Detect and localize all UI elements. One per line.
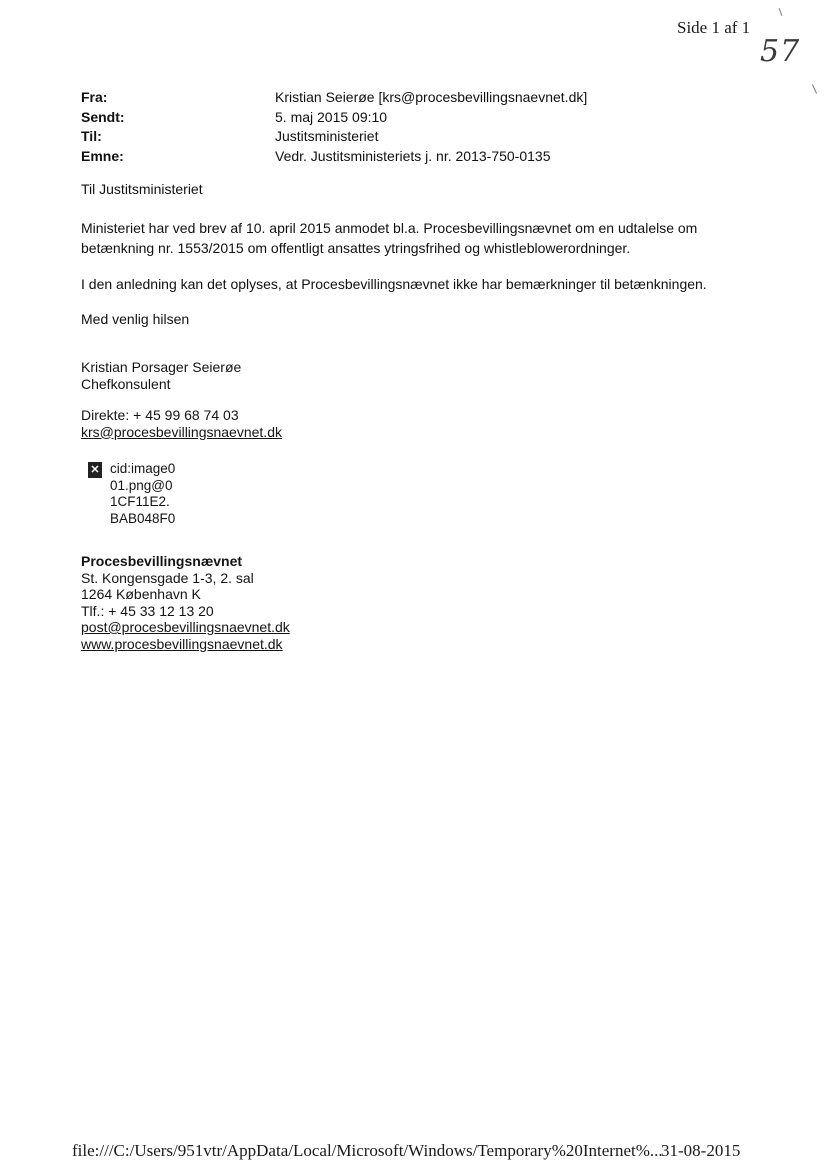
subject-row xyxy=(81,147,587,167)
signature-name: Kristian Porsager Seierøe xyxy=(81,359,242,375)
paragraph-1 xyxy=(81,219,697,258)
organization-website-link[interactable]: www.procesbevillingsnaevnet.dk xyxy=(81,635,283,652)
broken-image xyxy=(88,461,175,527)
greeting: Til Justitsministeriet xyxy=(81,181,203,197)
organization-block xyxy=(81,553,290,652)
organization-city: 1264 København K xyxy=(81,586,201,602)
signature-contact xyxy=(81,407,282,440)
organization-street: St. Kongensgade 1-3, 2. sal xyxy=(81,569,254,586)
signature-direct-phone: Direkte: + 45 99 68 74 03 xyxy=(81,407,239,423)
handwritten-page-number: 57 xyxy=(760,34,801,69)
organization-phone: Tlf.: + 45 33 12 13 20 xyxy=(81,602,214,619)
paragraph-2: I den anledning kan det oplyses, at Procesbevillingsnævnet ikke har bemærkninger til betænkningen. xyxy=(81,276,707,292)
sent-value: 5. maj 2015 09:10 xyxy=(275,108,388,125)
broken-image-icon: ✕ xyxy=(88,462,102,478)
paragraph-1-line-2: betænkning nr. 1553/2015 om offentligt ansattes ytringsfrihed og whistleblowerordninger. xyxy=(81,239,631,256)
email-header xyxy=(81,88,587,166)
footer-file-path: file:///C:/Users/951vtr/AppData/Local/Microsoft/Windows/Temporary%20Internet%... xyxy=(72,1141,663,1160)
sent-row xyxy=(81,108,587,128)
footer-date: 31-08-2015 xyxy=(661,1141,741,1160)
organization-email-link[interactable]: post@procesbevillingsnaevnet.dk xyxy=(81,619,290,635)
sent-label: Sendt: xyxy=(81,108,125,125)
scan-mark-right xyxy=(812,84,817,93)
broken-image-alt-text: cid:image0 01.png@0 1CF11E2. BAB048F0 xyxy=(110,461,176,526)
from-row xyxy=(81,88,587,108)
to-label: Til: xyxy=(81,128,102,144)
scan-mark-top xyxy=(779,8,783,16)
to-value: Justitsministeriet xyxy=(275,128,379,144)
paragraph-1-line-1: Ministeriet har ved brev af 10. april 2015 anmodet bl.a. Procesbevillingsnævnet om en udtalelse om xyxy=(81,220,698,236)
from-label: Fra: xyxy=(81,89,108,105)
signature-email-link[interactable]: krs@procesbevillingsnaevnet.dk xyxy=(81,423,282,440)
subject-value: Vedr. Justitsministeriets j. nr. 2013-750-0135 xyxy=(275,147,551,164)
signature-block xyxy=(81,359,241,392)
to-row xyxy=(81,127,587,147)
signature-title: Chefkonsulent xyxy=(81,375,171,392)
subject-label: Emne: xyxy=(81,147,124,164)
closing: Med venlig hilsen xyxy=(81,311,190,327)
organization-name: Procesbevillingsnævnet xyxy=(81,553,243,569)
from-value: Kristian Seierøe [krs@procesbevillingsnaevnet.dk] xyxy=(275,89,588,105)
page-indicator: Side 1 af 1 xyxy=(677,18,751,37)
